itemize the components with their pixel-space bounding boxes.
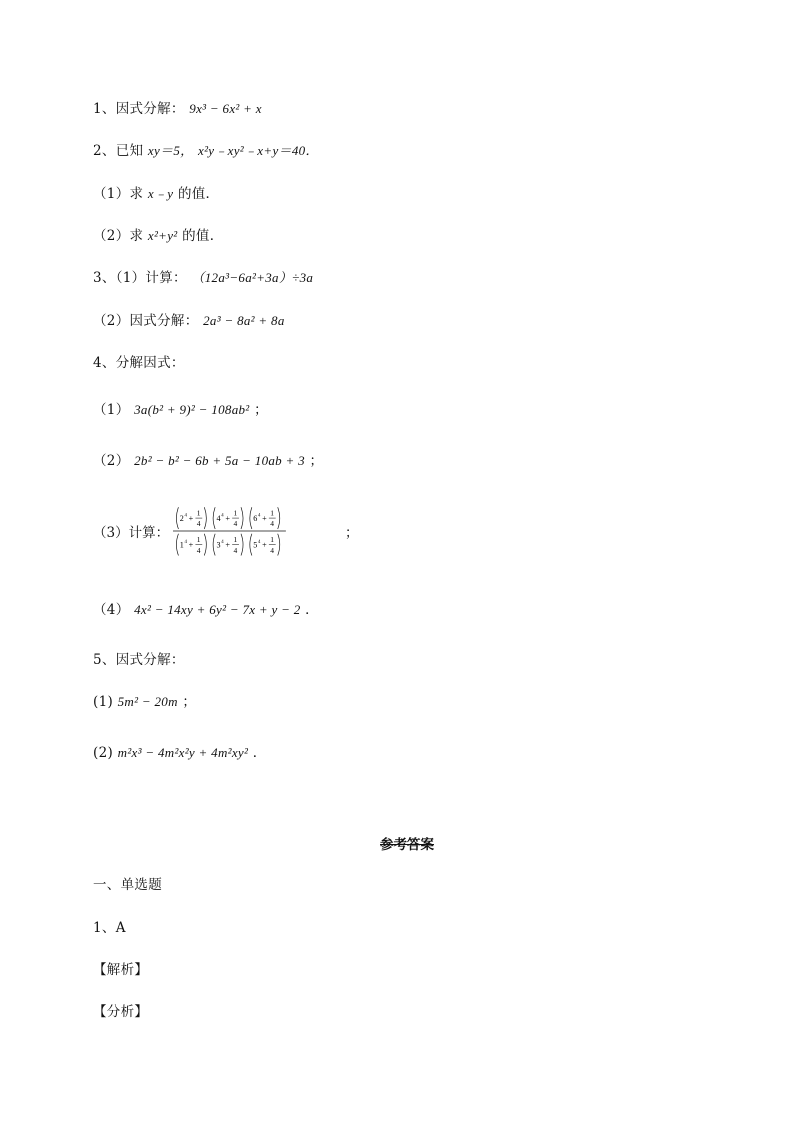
numerator-factor-2-frac-den: 4 xyxy=(233,519,238,529)
question-2-condition-a: xy＝5， xyxy=(147,143,194,158)
denominator-factor-1-base: 1 xyxy=(179,540,184,550)
question-4-part-4 xyxy=(93,600,319,620)
denominator-factor-1-plus: + xyxy=(188,540,194,550)
question-5-part-2 xyxy=(93,743,267,763)
question-2-part-2-tail: 的值． xyxy=(182,228,224,244)
question-4-part-3-tail: ； xyxy=(345,525,359,541)
question-1 xyxy=(93,99,262,119)
question-5-part-1-expression: 5m² − 20m xyxy=(117,694,178,709)
numerator-factor-3-plus: + xyxy=(262,513,267,523)
numerator-factor-3-right-paren xyxy=(278,507,280,529)
question-5-part-2-expression: m²x³ − 4m²x²y + 4m²xy² xyxy=(117,745,249,760)
numerator-factor-1-frac-num: 1 xyxy=(196,508,201,518)
numerator-factor-2-exponent: 4 xyxy=(221,513,224,519)
question-2-part-1 xyxy=(93,184,219,204)
question-5-part-1-tail: ； xyxy=(182,694,197,710)
numerator-factor-3-left-paren xyxy=(250,507,252,529)
denominator-factor-3-frac-num: 1 xyxy=(270,534,274,544)
answer-item-1: 1、A xyxy=(93,920,126,936)
denominator-factor-1-left-paren xyxy=(176,534,178,556)
numerator-factor-1-exponent: 4 xyxy=(184,513,187,519)
question-2-condition-b: x²y﹣xy²﹣x+y＝40． xyxy=(198,143,319,158)
denominator-factor-2-left-paren xyxy=(213,534,215,556)
question-3-part-2 xyxy=(93,311,285,331)
question-2-part-2 xyxy=(93,226,224,246)
question-4-part-4-label: （4） xyxy=(93,602,130,618)
numerator-factor-1-right-paren xyxy=(204,507,206,529)
denominator-factor-3-left-paren xyxy=(250,534,252,556)
question-4-part-2-expression: 2b² − b² − 6b + 5a − 10ab + 3 xyxy=(134,453,305,468)
numerator-factor-3-base: 6 xyxy=(253,513,258,523)
question-1-label: 1、因式分解： xyxy=(93,101,185,117)
denominator-factor-2-plus: + xyxy=(225,540,230,550)
question-2 xyxy=(93,141,319,161)
compound-fraction xyxy=(173,493,343,569)
question-2-part-2-label: （2）求 xyxy=(93,228,148,244)
answer-section-heading: 一、单选题 xyxy=(93,877,162,893)
numerator-factor-2-left-paren xyxy=(213,507,215,529)
analysis-detail-label: 【分析】 xyxy=(93,1004,149,1020)
denominator-factor-3-right-paren xyxy=(278,534,280,556)
numerator-factor-1-frac-den: 4 xyxy=(196,519,201,529)
question-4-label: 4、分解因式： xyxy=(93,355,185,371)
numerator-factor-2-plus: + xyxy=(225,513,230,523)
analysis-label: 【解析】 xyxy=(93,962,149,978)
numerator-factor-1-plus: + xyxy=(188,513,194,523)
denominator-factor-3-base: 5 xyxy=(253,540,258,550)
question-5-label: 5、因式分解： xyxy=(93,652,185,668)
question-3-part-2-expression: 2a³ − 8a² + 8a xyxy=(203,313,285,328)
numerator-factor-3-frac-den: 4 xyxy=(270,519,274,529)
denominator-factor-1-exponent: 4 xyxy=(184,540,187,546)
numerator-factor-3-frac-num: 1 xyxy=(270,508,274,518)
denominator-factor-3-plus: + xyxy=(262,540,267,550)
question-4-part-1-label: （1） xyxy=(93,402,130,418)
denominator-factor-1-frac-num: 1 xyxy=(196,534,201,544)
numerator-factor-3-exponent: 4 xyxy=(258,513,261,519)
denominator-factor-1-right-paren xyxy=(204,534,206,556)
question-3-part-1-expression: （12a³−6a²+3a）÷3a xyxy=(191,270,314,285)
denominator-factor-2-right-paren xyxy=(241,534,243,556)
question-2-part-1-label: （1）求 xyxy=(93,186,148,202)
question-4-part-2 xyxy=(93,451,323,471)
denominator-factor-3-frac-den: 4 xyxy=(270,545,274,555)
denominator-factor-2-exponent: 4 xyxy=(221,540,224,546)
question-3-part-1 xyxy=(93,268,313,288)
question-3-part-1-label: 3、（1）计算： xyxy=(93,270,187,286)
denominator-factor-1-frac-den: 4 xyxy=(196,545,201,555)
question-4 xyxy=(93,353,185,373)
numerator-factor-2-frac-num: 1 xyxy=(233,508,238,518)
question-3-part-2-label: （2）因式分解： xyxy=(93,313,199,329)
question-2-part-1-expression: x﹣y xyxy=(147,186,174,201)
numerator-factor-2-right-paren xyxy=(241,507,243,529)
question-4-part-4-expression: 4x² − 14xy + 6y² − 7x + y − 2 xyxy=(134,602,301,617)
question-1-expression: 9x³ − 6x² + x xyxy=(189,101,262,116)
question-2-label: 2、已知 xyxy=(93,143,148,159)
question-2-part-2-expression: x²+y² xyxy=(147,228,178,243)
question-4-part-1-tail: ； xyxy=(254,402,268,418)
question-5-part-1 xyxy=(93,692,196,712)
question-5-part-1-label: (1) xyxy=(93,694,114,710)
question-4-part-3-label: （3）计算： xyxy=(93,525,170,541)
denominator-factor-2-frac-num: 1 xyxy=(233,534,238,544)
denominator-factor-2-frac-den: 4 xyxy=(233,545,238,555)
question-5 xyxy=(93,650,185,670)
question-5-part-2-tail: ． xyxy=(252,745,267,761)
question-4-part-2-tail: ； xyxy=(309,453,324,469)
denominator-factor-2-base: 3 xyxy=(216,540,221,550)
question-2-part-1-tail: 的值． xyxy=(177,186,220,202)
question-5-part-2-label: (2) xyxy=(93,745,114,761)
question-4-part-4-tail: ． xyxy=(305,602,319,618)
answer-section-title: 参考答案 xyxy=(380,837,434,853)
question-4-part-2-label: （2） xyxy=(93,453,130,469)
numerator-factor-2-base: 4 xyxy=(216,513,221,523)
question-4-part-1-expression: 3a(b² + 9)² − 108ab² xyxy=(134,402,250,417)
numerator-factor-1-base: 2 xyxy=(179,513,184,523)
denominator-factor-3-exponent: 4 xyxy=(258,540,261,546)
question-4-part-1 xyxy=(93,400,268,420)
numerator-factor-1-left-paren xyxy=(176,507,178,529)
